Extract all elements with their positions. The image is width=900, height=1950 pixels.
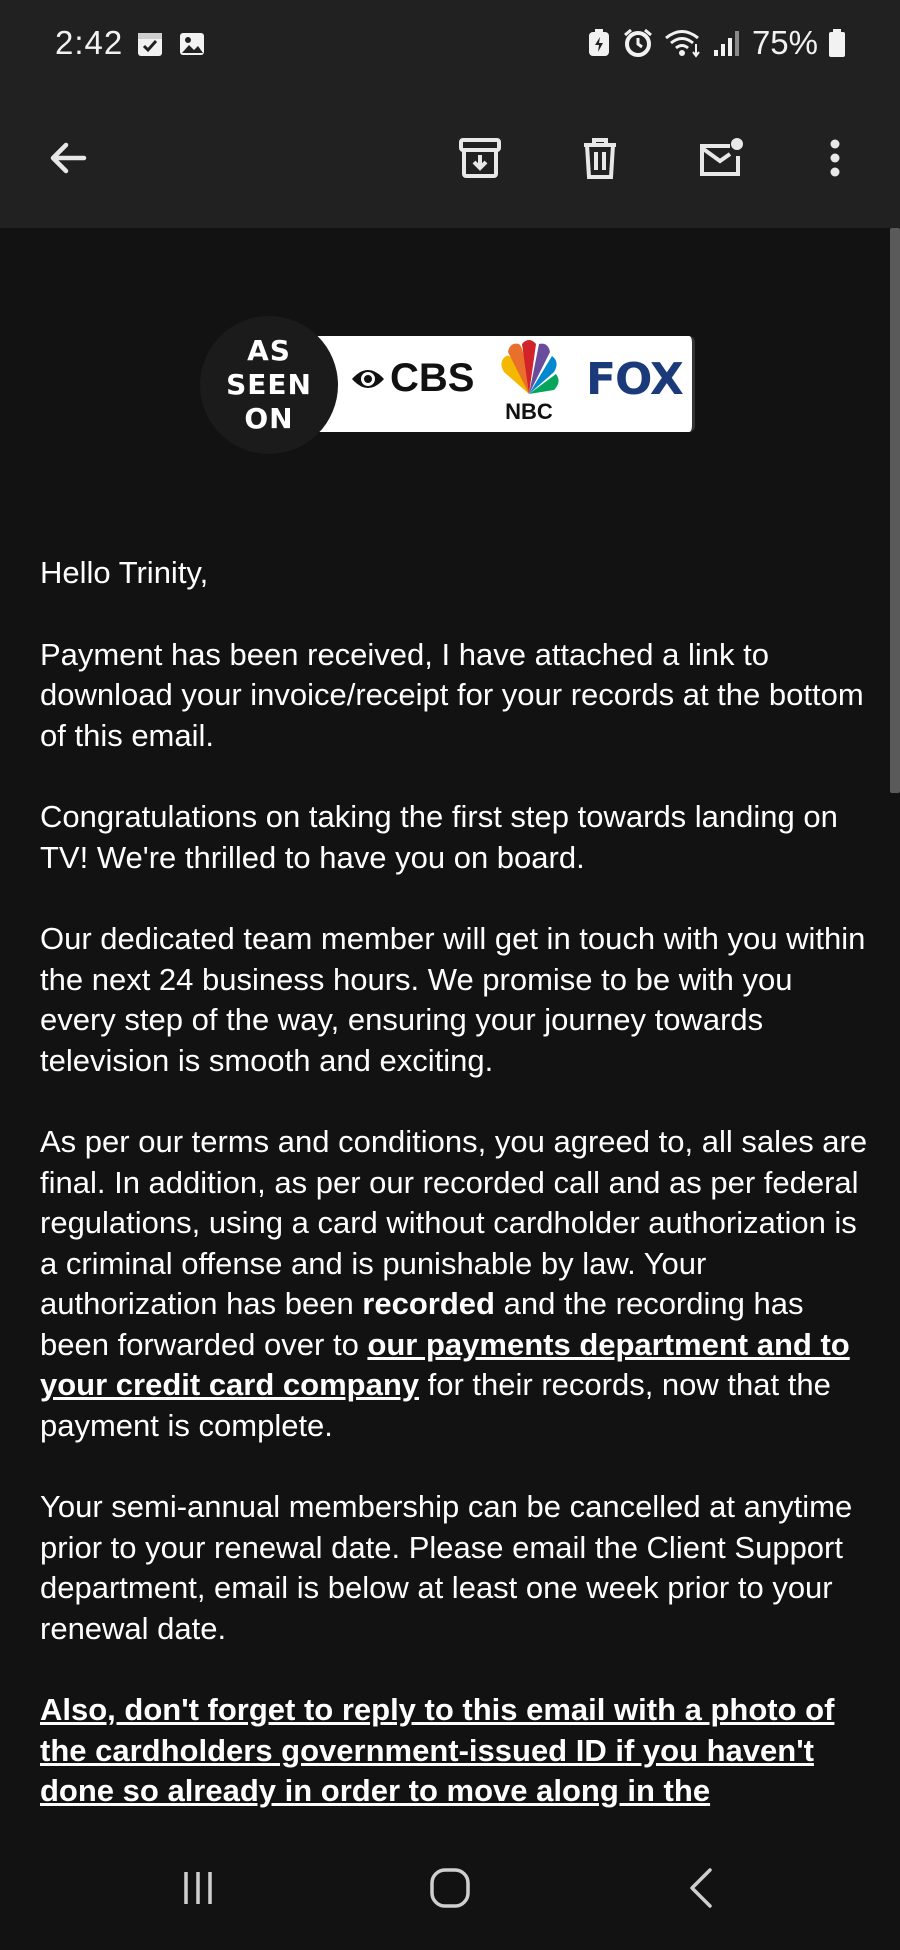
paragraph-congratulations: Congratulations on taking the first step towards landing on TV! We're thrilled to have you on board. bbox=[40, 799, 838, 875]
mark-unread-icon bbox=[696, 134, 744, 182]
back-button[interactable] bbox=[28, 118, 108, 198]
trash-icon bbox=[576, 134, 624, 182]
home-button[interactable] bbox=[410, 1858, 490, 1918]
badge-line-3: ON bbox=[244, 402, 294, 435]
alarm-icon bbox=[622, 27, 654, 59]
arrow-back-icon bbox=[44, 134, 92, 182]
cbs-label: CBS bbox=[390, 356, 475, 400]
nav-back-button[interactable] bbox=[662, 1858, 742, 1918]
mark-unread-button[interactable] bbox=[680, 118, 760, 198]
paragraph-payment: Payment has been received, I have attached a link to download your invoice/receipt for your records at the bottom of this email. bbox=[40, 636, 864, 753]
scrollbar[interactable] bbox=[890, 228, 900, 793]
archive-button[interactable] bbox=[440, 118, 520, 198]
signal-icon bbox=[712, 28, 742, 58]
fox-logo: FOX bbox=[586, 354, 683, 405]
recents-button[interactable] bbox=[158, 1858, 238, 1918]
payments-department-link[interactable]: our payments department and to your credit card company bbox=[40, 1326, 850, 1402]
terms-bold-recorded: recorded bbox=[362, 1286, 495, 1321]
nbc-peacock-icon bbox=[492, 338, 566, 398]
badge-line-1: AS bbox=[247, 334, 291, 367]
recents-icon bbox=[174, 1864, 222, 1912]
battery-saver-icon bbox=[586, 28, 612, 58]
paragraph-id-request bbox=[40, 1690, 870, 1812]
calendar-check-icon bbox=[136, 30, 164, 58]
more-vert-icon bbox=[811, 134, 859, 182]
wifi-icon bbox=[664, 28, 702, 58]
email-content[interactable] bbox=[0, 228, 900, 1828]
status-left-icons bbox=[136, 30, 206, 58]
system-nav-bar bbox=[0, 1828, 900, 1950]
battery-icon bbox=[828, 28, 846, 58]
terms-text-a: As per our terms and conditions, you agreed to, all sales are final. In addition, as per our recorded call and as per federal regulations, using a card without cardholder authorization is a criminal offense and is punishable by law. Your authorization has been bbox=[40, 1124, 868, 1321]
paragraph-membership: Your semi-annual membership can be cancelled at anytime prior to your renewal date. Please email the Client Support department, email is below at least one week prior to your renewal date. bbox=[40, 1489, 853, 1646]
email-toolbar bbox=[0, 90, 900, 228]
status-time: 2:42 bbox=[55, 24, 124, 61]
delete-button[interactable] bbox=[560, 118, 640, 198]
image-icon bbox=[178, 30, 206, 58]
paragraph-terms bbox=[40, 1122, 870, 1446]
id-request-text: Also, don't forget to reply to this email with a photo of the cardholders government-issued ID if you haven't done so already in order to move along in the bbox=[40, 1692, 835, 1808]
status-bar bbox=[0, 0, 900, 90]
email-body bbox=[40, 553, 870, 1828]
cbs-eye-icon bbox=[350, 364, 386, 394]
as-seen-on-badge bbox=[200, 316, 338, 454]
nbc-label: NBC bbox=[505, 399, 553, 424]
cbs-logo bbox=[350, 356, 474, 401]
greeting: Hello Trinity, bbox=[40, 555, 209, 590]
more-options-button[interactable] bbox=[795, 118, 875, 198]
terms-text-b: and the recording has been forwarded over to bbox=[40, 1286, 804, 1362]
nav-back-icon bbox=[678, 1864, 726, 1912]
as-seen-on-banner bbox=[200, 316, 694, 456]
terms-text-c: for their records, now that the payment is complete. bbox=[40, 1367, 831, 1443]
badge-line-2: SEEN bbox=[226, 368, 312, 401]
status-right-icons bbox=[586, 24, 846, 62]
nbc-logo bbox=[492, 338, 566, 424]
battery-percent: 75% bbox=[751, 24, 818, 61]
paragraph-team-member: Our dedicated team member will get in touch with you within the next 24 business hours. We promise to be with you every step of the way, ensuring your journey towards television is smooth and exciting. bbox=[40, 921, 866, 1078]
home-icon bbox=[426, 1864, 474, 1912]
archive-icon bbox=[456, 134, 504, 182]
